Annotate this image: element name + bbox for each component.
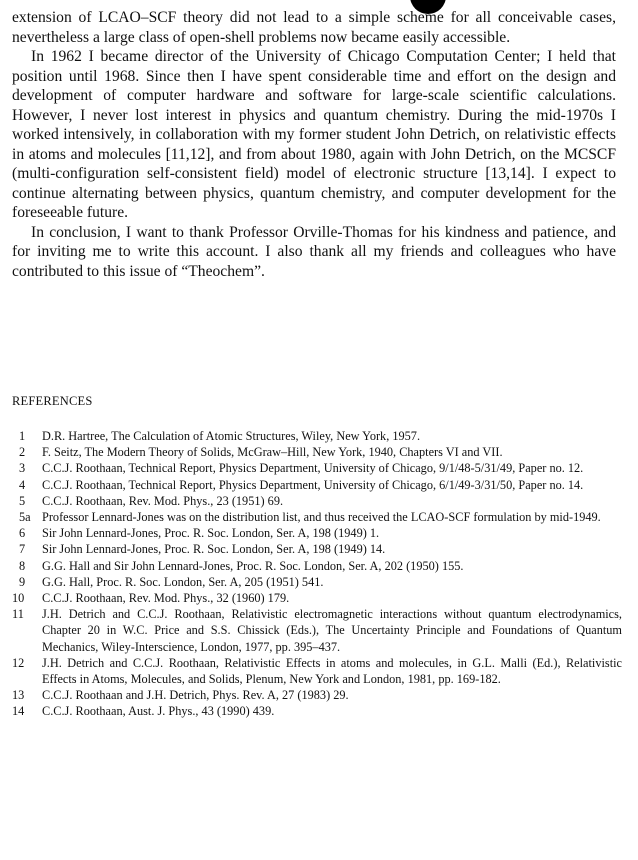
references-list xyxy=(12,428,622,720)
reference-text: C.C.J. Roothaan, Rev. Mod. Phys., 23 (1951) 69. xyxy=(42,493,284,508)
reference-text: C.C.J. Roothaan and J.H. Detrich, Phys. Rev. A, 27 (1983) 29. xyxy=(42,688,349,703)
paragraph-continued: extension of LCAO–SCF theory did not lead to a simple scheme for all conceivable cases, nevertheless a large class of open-shell problems now became easily accessible. xyxy=(12,9,616,46)
reference-item xyxy=(12,444,622,460)
reference-number: 5a xyxy=(19,510,31,525)
reference-number: 5 xyxy=(19,493,26,508)
reference-item xyxy=(12,477,622,493)
reference-number: 1 xyxy=(19,429,26,443)
reference-number: 10 xyxy=(12,591,25,606)
reference-item xyxy=(12,655,622,687)
reference-number: 4 xyxy=(19,477,26,492)
reference-item xyxy=(12,687,622,703)
reference-number: 6 xyxy=(19,526,26,541)
reference-number: 2 xyxy=(19,445,26,460)
reference-text: G.G. Hall and Sir John Lennard-Jones, Proc. R. Soc. London, Ser. A, 202 (1950) 155. xyxy=(42,558,464,573)
references-heading: REFERENCES xyxy=(12,394,93,408)
reference-number: 3 xyxy=(19,461,26,476)
paragraph-conclusion: In conclusion, I want to thank Professor Orville-Thomas for his kindness and patience, and for inviting me to write this account. I also thank all my friends and colleagues who have contributed to this issue of “Theochem”. xyxy=(12,223,616,280)
reference-text: J.H. Detrich and C.C.J. Roothaan, Relativistic Effects in atoms and molecules, in G.L. Malli (Ed.), Relativistic Effects in Atoms, Molecules, and Solids, Plenum, New York and London, 1981, pp. 169-182. xyxy=(42,655,622,687)
reference-text: C.C.J. Roothaan, Technical Report, Physics Department, University of Chicago, 6/1/49-3/31/50, Paper no. 14. xyxy=(42,477,584,492)
reference-item xyxy=(12,460,622,476)
reference-text: C.C.J. Roothaan, Rev. Mod. Phys., 32 (1960) 179. xyxy=(42,591,290,606)
reference-text: G.G. Hall, Proc. R. Soc. London, Ser. A, 205 (1951) 541. xyxy=(42,574,324,589)
reference-item xyxy=(12,558,622,574)
reference-text: D.R. Hartree, The Calculation of Atomic Structures, Wiley, New York, 1957. xyxy=(42,429,421,443)
reference-item xyxy=(12,493,622,509)
reference-number: 12 xyxy=(12,655,25,670)
reference-number: 7 xyxy=(19,542,26,557)
reference-item xyxy=(12,525,622,541)
reference-number: 14 xyxy=(12,704,25,719)
reference-item xyxy=(12,590,622,606)
reference-item xyxy=(12,541,622,557)
reference-text: C.C.J. Roothaan, Technical Report, Physics Department, University of Chicago, 9/1/48-5/31/49, Paper no. 12. xyxy=(42,461,584,476)
paragraph-computation-center: In 1962 I became director of the University of Chicago Computation Center; I held that position until 1968. Since then I have spent considerable time and effort on the design and development of computer hardware and software for large-scale scientific calculations. However, I never lost interest in physics and quantum chemistry. During the mid-1970s I worked intensively, in collaboration with my former student John Detrich, on relativistic effects in atoms and molecules [11,12], and from about 1980, again with John Detrich, on the MCSCF (multi-configuration self-consistent field) model of electronic structure [13,14]. I expect to continue alternating between physics, quantum chemistry, and computer development for the foreseeable future. xyxy=(12,48,616,221)
body-text xyxy=(12,8,616,281)
reference-item xyxy=(12,703,622,719)
reference-item xyxy=(12,509,622,525)
reference-text: Sir John Lennard-Jones, Proc. R. Soc. London, Ser. A, 198 (1949) 1. xyxy=(42,526,380,541)
reference-item xyxy=(12,606,622,655)
reference-number: 11 xyxy=(12,607,24,622)
reference-number: 9 xyxy=(19,574,26,589)
reference-text: J.H. Detrich and C.C.J. Roothaan, Relativistic electromagnetic interactions without quantum electrodynamics, Chapter 20 in W.C. Price and S.S. Chissick (Eds.), The Uncertainty Principle and Foundations of Quantum Mechanics, Wiley-Interscience, London, 1977, pp. 395–437. xyxy=(42,607,622,654)
reference-text: C.C.J. Roothaan, Aust. J. Phys., 43 (1990) 439. xyxy=(42,704,275,719)
reference-number: 13 xyxy=(12,688,25,703)
reference-number: 8 xyxy=(19,558,26,573)
reference-text: Sir John Lennard-Jones, Proc. R. Soc. London, Ser. A, 198 (1949) 14. xyxy=(42,542,386,557)
reference-item xyxy=(12,574,622,590)
reference-text: F. Seitz, The Modern Theory of Solids, McGraw–Hill, New York, 1940, Chapters VI and VII. xyxy=(42,445,503,460)
reference-item xyxy=(12,428,622,444)
reference-text: Professor Lennard-Jones was on the distribution list, and thus received the LCAO-SCF formulation by mid-1949. xyxy=(42,510,601,525)
